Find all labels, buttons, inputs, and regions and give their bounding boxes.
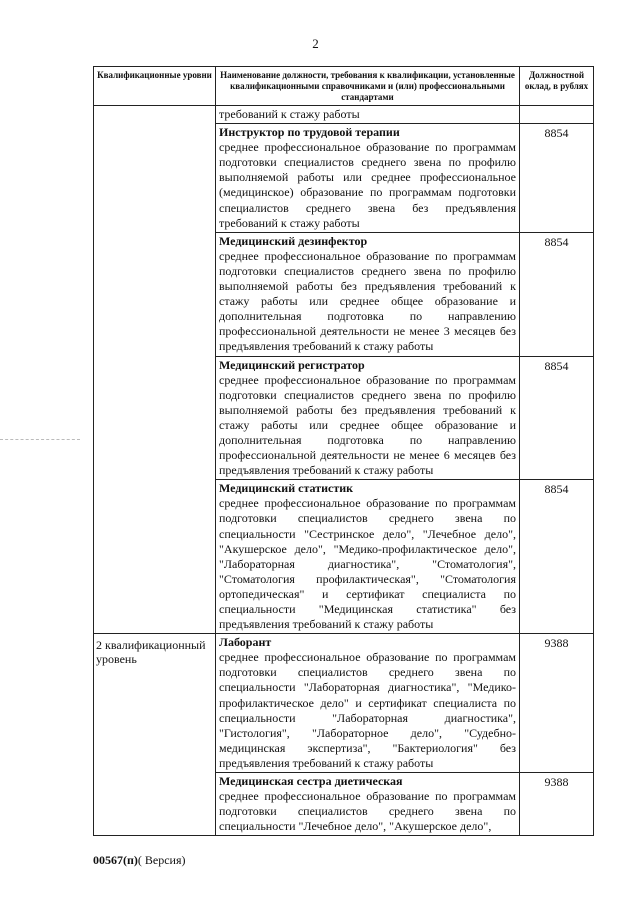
salary-cell: 9388 xyxy=(520,634,594,773)
position-cell xyxy=(216,480,520,634)
position-requirements: среднее профессиональное образование по программам подготовки специалистов среднего звена по специальности "Лечебное дело", "Акушерское дело", xyxy=(219,789,516,834)
position-cell xyxy=(216,124,520,233)
salary-cell: 8854 xyxy=(520,124,594,233)
salary-cell xyxy=(520,106,594,124)
salary-cell: 8854 xyxy=(520,232,594,356)
position-cell xyxy=(216,773,520,836)
document-version: ( Версия) xyxy=(137,853,186,867)
level-cell: 2 квалификационный уровень xyxy=(94,634,216,836)
position-name: Инструктор по трудовой терапии xyxy=(219,125,400,140)
header-salary: Должностной оклад, в рублях xyxy=(520,67,594,106)
table-row xyxy=(94,106,594,124)
position-name: Медицинский дезинфектор xyxy=(219,233,368,248)
position-requirements: среднее профессиональное образование по программам подготовки специалистов среднего звена по специальности "Сестринское дело", "Лечебное дело", "Акушерское дело", "Медико-профилактическое дело", "Лабораторная диагностика", "Стоматология", "Стоматология профилактическая", "Стоматология ортопедическая" и сертификат специалиста по специальности "Медицинская статистика" без предъявления требований к стажу работы xyxy=(219,496,516,632)
position-name: Медицинская сестра диетическая xyxy=(219,774,403,789)
position-name: Медицинский регистратор xyxy=(219,357,365,372)
table-row xyxy=(94,634,594,773)
position-cell xyxy=(216,356,520,480)
position-requirements: среднее профессиональное образование по программам подготовки специалистов среднего звена по профилю выполняемой работы или среднее профессиональное (медицинское) образование по программам подготовки специалистов среднего звена без предъявления требований к стажу работы xyxy=(219,140,516,230)
document-code: 00567(п) xyxy=(93,853,138,867)
header-level: Квалификационные уровни xyxy=(94,67,216,106)
position-cell xyxy=(216,232,520,356)
position-name: Медицинский статистик xyxy=(219,481,354,496)
position-name: Лаборант xyxy=(219,635,272,650)
position-requirements: среднее профессиональное образование по программам подготовки специалистов среднего звена по специальности "Лабораторная диагностика", "Медико-профилактическое дело" и сертификат специалиста по специальности "Лабораторная диагностика", "Гистология", "Лабораторное дело", "Судебно-медицинская экспертиза", "Бактериология" без предъявления требований к стажу работы xyxy=(219,650,516,770)
position-requirements: среднее профессиональное образование по программам подготовки специалистов среднего звена по профилю выполняемой работы без предъявления требований к стажу работы или среднее общее образование и дополнительная подготовка по направлению профессиональной деятельности не менее 3 месяцев без предъявления требований к стажу работы xyxy=(219,248,516,354)
level-cell xyxy=(94,106,216,634)
scan-artifact-line xyxy=(0,439,80,440)
table-header-row xyxy=(94,67,594,106)
salary-cell: 9388 xyxy=(520,773,594,836)
position-requirements: требований к стажу работы xyxy=(219,107,360,121)
position-requirements: среднее профессиональное образование по программам подготовки специалистов среднего звена по профилю выполняемой работы без предъявления требований к стажу работы или среднее общее образование и дополнительная подготовка по направлению профессиональной деятельности не менее 6 месяцев без предъявления требований к стажу работы xyxy=(219,372,516,478)
document-footer xyxy=(93,853,186,868)
qualification-table xyxy=(93,66,594,836)
header-position: Наименование должности, требования к квалификации, установленные квалификационными справочниками и (или) профессиональными стандартами xyxy=(216,67,520,106)
page-number: 2 xyxy=(312,36,319,51)
position-cell xyxy=(216,634,520,773)
position-cell xyxy=(216,106,520,124)
salary-cell: 8854 xyxy=(520,480,594,634)
salary-cell: 8854 xyxy=(520,356,594,480)
